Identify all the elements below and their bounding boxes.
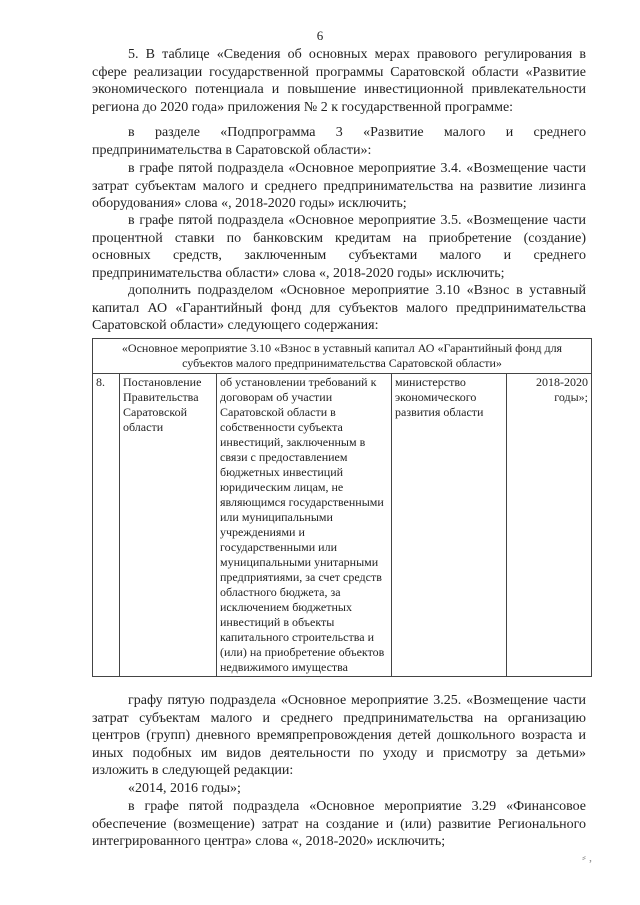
table-caption: «Основное мероприятие 3.10 «Взнос в уставный капитал АО «Гарантийный фонд для субъектов малого предпринимательства Саратовской области» — [93, 339, 592, 374]
paragraph-3: в графе пятой подраздела «Основное мероприятие 3.4. «Возмещение части затрат субъектам малого и среднего предпринимательства на развитие лизинга оборудования» слова «, 2018-2020 годы» исключить; — [92, 161, 586, 211]
paragraph-5: дополнить подразделом «Основное мероприятие 3.10 «Взнос в уставный капитал АО «Гарантийный фонд для субъектов малого предпринимательства Саратовской области» следующего содержания: — [92, 283, 586, 333]
paragraph-2: в разделе «Подпрограмма 3 «Развитие малого и среднего предпринимательства в Саратовской области»: — [92, 125, 586, 158]
paragraph-1: 5. В таблице «Сведения об основных мерах правового регулирования в сфере реализации государственной программы Саратовской области «Развитие экономического потенциала и повышение инвестиционной привлекательности региона до 2020 года» приложения № 2 к государственной программе: — [92, 47, 586, 115]
paragraph-7: «2014, 2016 годы»; — [128, 781, 241, 796]
table-row — [93, 374, 592, 677]
row-period: 2018-2020 годы»; — [507, 374, 592, 677]
page-number: 6 — [316, 28, 324, 43]
row-executor: министерство экономического развития области — [392, 374, 507, 677]
row-document: Постановление Правительства Саратовской области — [120, 374, 217, 677]
paragraph-4: в графе пятой подраздела «Основное мероприятие 3.5. «Возмещение части процентной ставки по банковским кредитам на приобретение (создание) основных средств, заключенным субъектами малого и среднего предпринимательства области» слова «, 2018-2020 годы» исключить; — [92, 213, 586, 281]
paragraph-6: графу пятую подраздела «Основное мероприятие 3.25. «Возмещение части затрат субъектам малого и среднего предпринимательства на организацию центров (групп) дневного времяпрепровождения детей дошкольного возраста и иных подобных им видов деятельности по уходу и присмотру за детьми» изложить в следующей редакции: — [92, 693, 586, 778]
row-number: 8. — [93, 374, 120, 677]
row-description: об установлении требований к договорам об участии Саратовской области в собственности субъекта инвестиций, заключенным в связи с предоставлением бюджетных инвестиций юридическим лицам, не являющимся государственными или муниципальными учреждениями и государственными или муниципальными унитарными предприятиями, за счет средств областного бюджета, за исключением бюджетных инвестиций в объекты капитального строительства и (или) на приобретение объектов недвижимого имущества — [217, 374, 392, 677]
marginal-note: ⸗ , — [582, 850, 592, 864]
measures-table — [92, 338, 592, 677]
paragraph-8: в графе пятой подраздела «Основное мероприятие 3.29 «Финансовое обеспечение (возмещение) затрат на создание и (или) развитие Регионального интегрированного центра» слова «, 2018-2020» исключить; — [92, 799, 586, 849]
